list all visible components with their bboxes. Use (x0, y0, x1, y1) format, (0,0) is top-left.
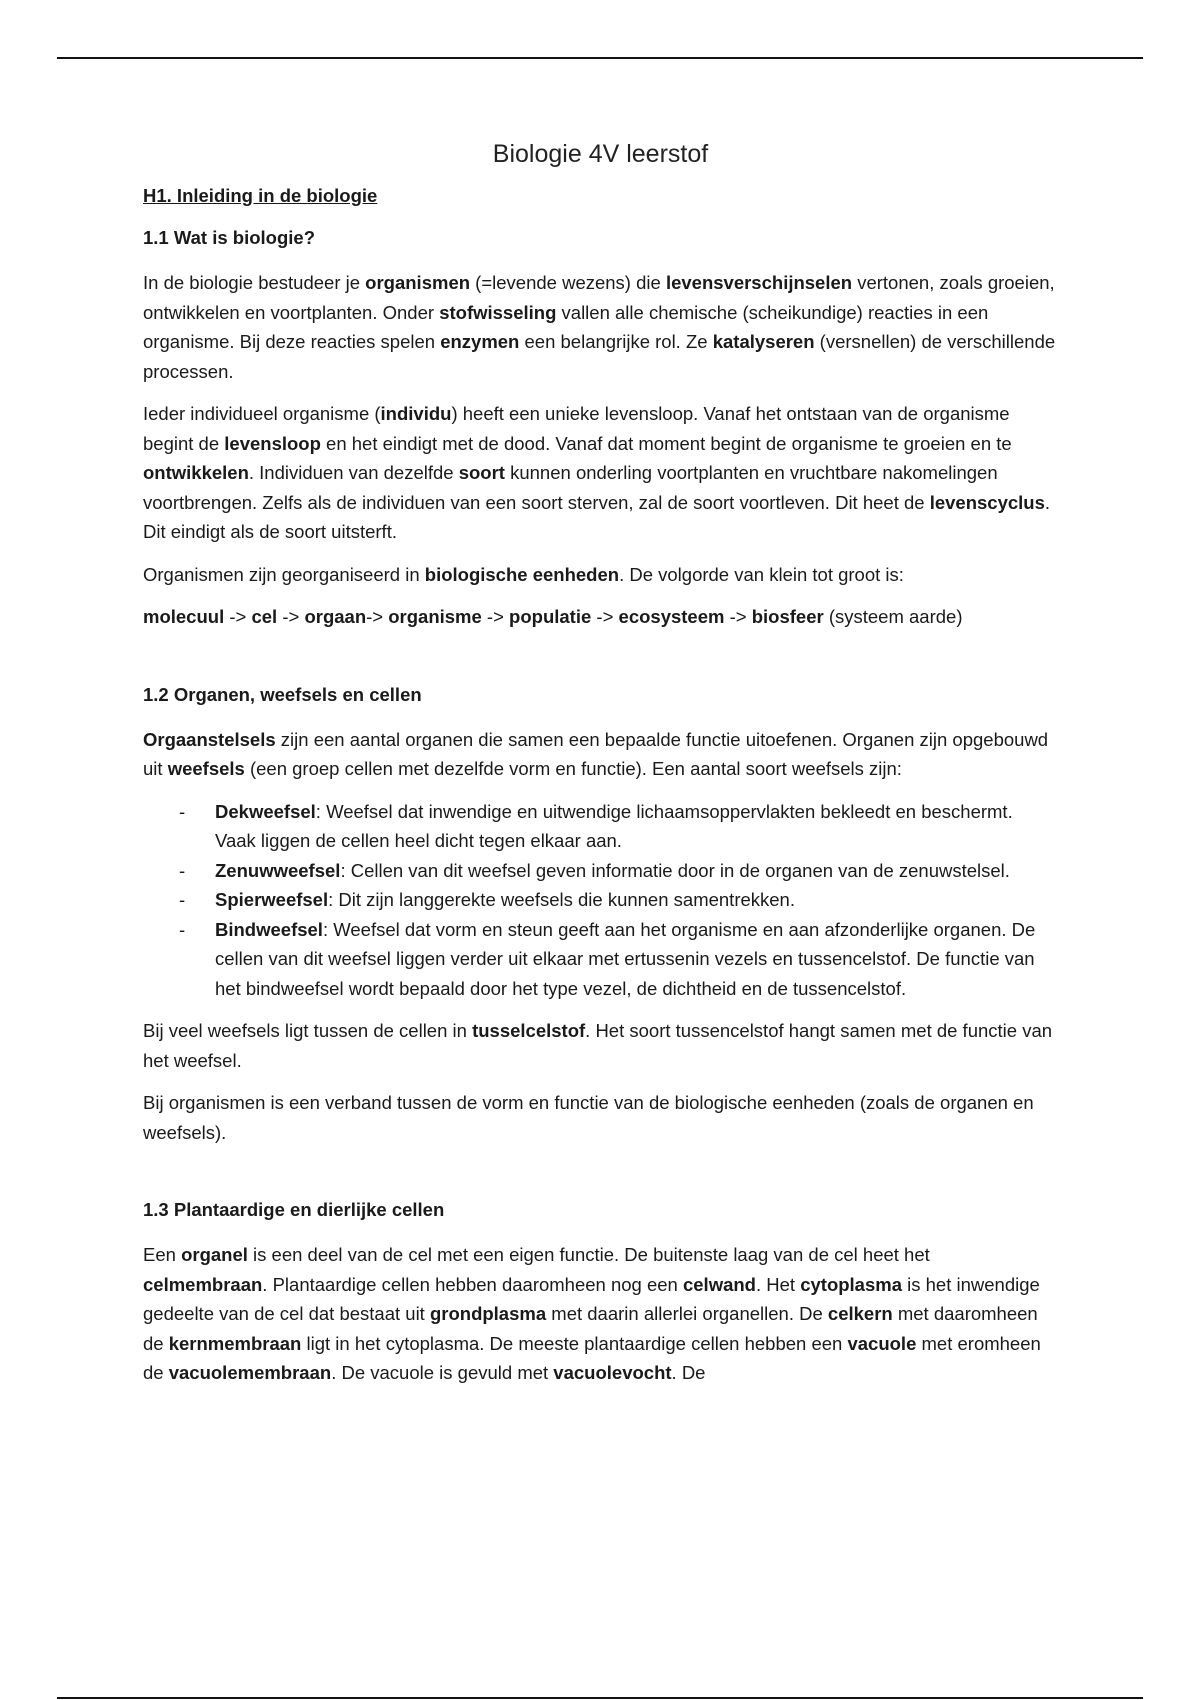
header-rule (57, 57, 1143, 59)
list-item: - Bindweefsel: Weefsel dat vorm en steun geeft aan het organisme en aan afzonderlijke organen. De cellen van dit weefsel liggen verder uit elkaar met ertussenin vezels en tussencelstof. De functie van het bindweefsel wordt bepaald door het type vezel, de dichtheid en de tussencelstof. (215, 915, 1058, 1004)
paragraph-biologische-eenheden: Organismen zijn georganiseerd in biologische eenheden. De volgorde van klein tot groot is: (143, 563, 904, 585)
chapter-heading: H1. Inleiding in de biologie (143, 185, 378, 206)
list-item: - Spierweefsel: Dit zijn langgerekte weefsels die kunnen samentrekken. (215, 885, 1058, 915)
paragraph-levensloop: Ieder individueel organisme (individu) heeft een unieke levensloop. Vanaf het ontstaan van de organisme begint de levensloop en het eindigt met de dood. Vanaf dat moment begint de organisme te groeien en te ontwikkelen. Individuen van dezelfde soort kunnen onderling voortplanten en vruchtbare nakomelingen voortbrengen. Zelfs als de individuen van een soort sterven, zal de soort voortleven. Dit heet de levenscyclus. Dit eindigt als de soort uitsterft. (143, 403, 1051, 542)
section-heading-1-2: 1.2 Organen, weefsels en cellen (143, 683, 422, 705)
paragraph-organisatieniveaus: molecuul -> cel -> orgaan-> organisme -> populatie -> ecosysteem -> biosfeer (systeem aarde) (143, 606, 963, 627)
document-title: Biologie 4V leerstof (492, 140, 709, 168)
paragraph-organellen: Een organel is een deel van de cel met een eigen functie. De buitenste laag van de cel heet het celmembraan. Plantaardige cellen hebben daaromheen nog een celwand. Het cytoplasma is het inwendige gedeelte van de cel dat bestaat uit grondplasma met daarin allerlei organellen. De celkern met daaromheen de kernmembraan ligt in het cytoplasma. De meeste plantaardige cellen hebben een vacuole met eromheen de vacuolemembraan. De vacuole is gevuld met vacuolevocht. De (143, 1244, 1041, 1383)
paragraph-orgaanstelsels: Orgaanstelsels zijn een aantal organen die samen een bepaalde functie uitoefenen. Organen zijn opgebouwd uit weefsels (een groep cellen met dezelfde vorm en functie). Een aantal soort weefsels zijn: (143, 728, 1049, 779)
list-item: - Dekweefsel: Weefsel dat inwendige en uitwendige lichaamsoppervlakten bekleedt en beschermt. Vaak liggen de cellen heel dicht tegen elkaar aan. (215, 797, 1058, 856)
tissue-list (143, 797, 1058, 1004)
list-item: - Zenuwweefsel: Cellen van dit weefsel geven informatie door in de organen van de zenuwstelsel. (215, 856, 1058, 886)
section-heading-1-1: 1.1 Wat is biologie? (143, 227, 316, 248)
paragraph-tussencelstof: Bij veel weefsels ligt tussen de cellen in tusselcelstof. Het soort tussencelstof hangt samen met de functie van het weefsel. (143, 1020, 1053, 1071)
paragraph-wat-is-biologie: In de biologie bestudeer je organismen (=levende wezens) die levensverschijnselen vertonen, zoals groeien, ontwikkelen en voortplanten. Onder stofwisseling vallen alle chemische (scheikundige) reacties in een organisme. Bij deze reacties spelen enzymen een belangrijke rol. Ze katalyseren (versnellen) de verschillende processen. (143, 272, 1056, 382)
paragraph-vorm-en-functie: Bij organismen is een verband tussen de vorm en functie van de biologische eenheden (zoals de organen en weefsels). (143, 1092, 1034, 1143)
footer-rule (57, 1697, 1143, 1699)
document-body (143, 140, 1058, 1401)
section-heading-1-3: 1.3 Plantaardige en dierlijke cellen (143, 1199, 445, 1220)
